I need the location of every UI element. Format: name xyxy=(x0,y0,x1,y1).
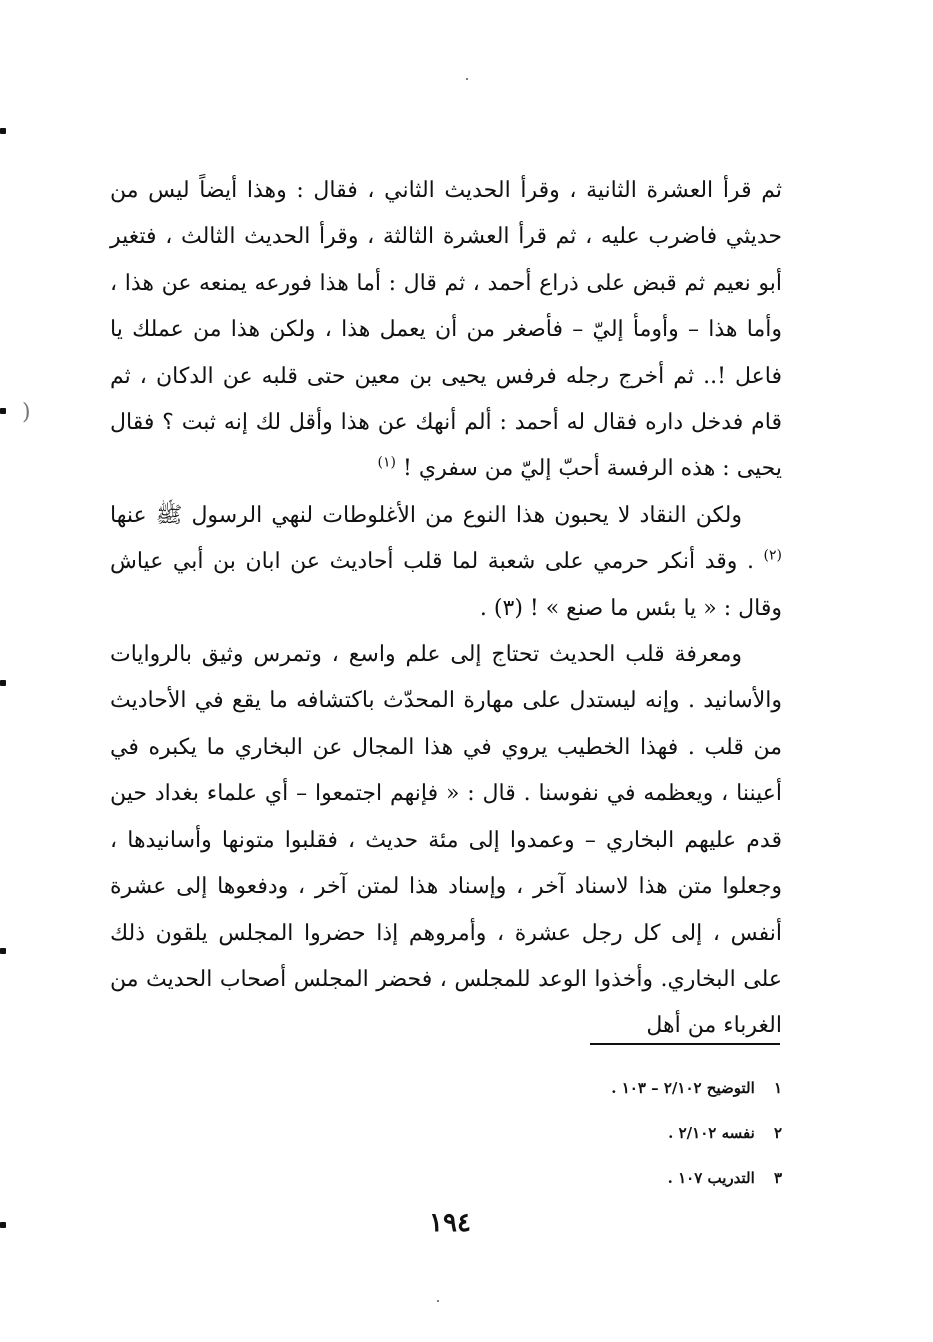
footnote-ref[interactable]: (٢) xyxy=(763,547,782,564)
paragraph-text: ولكن النقاد لا يحبون هذا النوع من الأغلوطات لنهي الرسول ﷺ عنها xyxy=(110,502,742,528)
scan-speck xyxy=(437,1300,439,1302)
page-number: ١٩٤ xyxy=(429,1208,471,1238)
paragraph xyxy=(110,168,782,493)
scan-edge-mark xyxy=(0,408,6,414)
scan-speck xyxy=(466,78,468,80)
paragraph-text-continued: . وقد أنكر حرمي على شعبة لما قلب أحاديث عن ابان بن أبي عياش وقال : « يا بئس ما صنع » ! (٣) . xyxy=(110,549,782,621)
paragraph-text: ومعرفة قلب الحديث تحتاج إلى علم واسع ، وتمرس وثيق بالروايات والأسانيد . وإنه ليستدل على مهارة المحدّث باكتشافه ما يقع في الأحاديث من قلب . فهذا الخطيب يروي في هذا المجال عن البخاري ما يكبره في أعيننا ، ويعظمه في نفوسنا . قال : « فإنهم اجتمعوا – أي علماء بغداد حين قدم عليهم البخاري – وعمدوا إلى مئة حديث ، فقلبوا متونها وأسانيدها ، وجعلوا متن هذا لاسناد آخر ، وإسناد هذا لمتن آخر ، ودفعوها إلى عشرة أنفس ، إلى كل رجل عشرة ، وأمروهم إذا حضروا المجلس يلقون ذلك على البخاري. وأخذوا الوعد للمجلس ، فحضر المجلس أصحاب الحديث من الغرباء من أهل xyxy=(110,642,782,1039)
footnote-item xyxy=(380,1156,782,1201)
footnote-number: ٣ xyxy=(773,1169,782,1187)
footnote-number: ١ xyxy=(773,1079,782,1097)
scan-edge-mark xyxy=(0,128,6,134)
main-text xyxy=(110,168,782,1050)
scan-edge-mark xyxy=(0,948,6,954)
footnotes xyxy=(380,1066,782,1201)
footnote-text: التوضيح ٢/١٠٢ – ١٠٣ . xyxy=(611,1079,755,1097)
scan-edge-mark xyxy=(0,680,6,686)
footnote-item xyxy=(380,1066,782,1111)
scan-bracket-mark: ) xyxy=(22,400,31,425)
footnote-text: نفسه ٢/١٠٢ . xyxy=(668,1124,755,1142)
footnote-text: التدريب ١٠٧ . xyxy=(667,1169,755,1187)
footnote-number: ٢ xyxy=(773,1124,782,1142)
footnote-ref[interactable]: (١) xyxy=(377,455,397,472)
paragraph xyxy=(110,493,782,632)
paragraph-text: ثم قرأ العشرة الثانية ، وقرأ الحديث الثاني ، فقال : وهذا أيضاً ليس من حديثي فاضرب عليه ، ثم قرأ العشرة الثالثة ، وقرأ الحديث الثالث ، فتغير أبو نعيم ثم قبض على ذراع أحمد ، ثم قال : أما هذا فورعه يمنعه عن هذا ، وأما هذا – وأومأ إليّ – فأصغر من أن يعمل هذا ، ولكن هذا من عملك يا فاعل !.. ثم أخرج رجله فرفس يحيى بن معين حتى قلبه عن الدكان ، ثم قام فدخل داره فقال له أحمد : ألم أنهك عن هذا وأقل لك إنه ثبت ؟ فقال يحيى : هذه الرفسة أحبّ إليّ من سفري ! xyxy=(110,178,782,482)
scan-edge-mark xyxy=(0,1222,6,1228)
footnote-divider xyxy=(590,1043,780,1045)
paragraph xyxy=(110,632,782,1050)
footnote-item xyxy=(380,1111,782,1156)
